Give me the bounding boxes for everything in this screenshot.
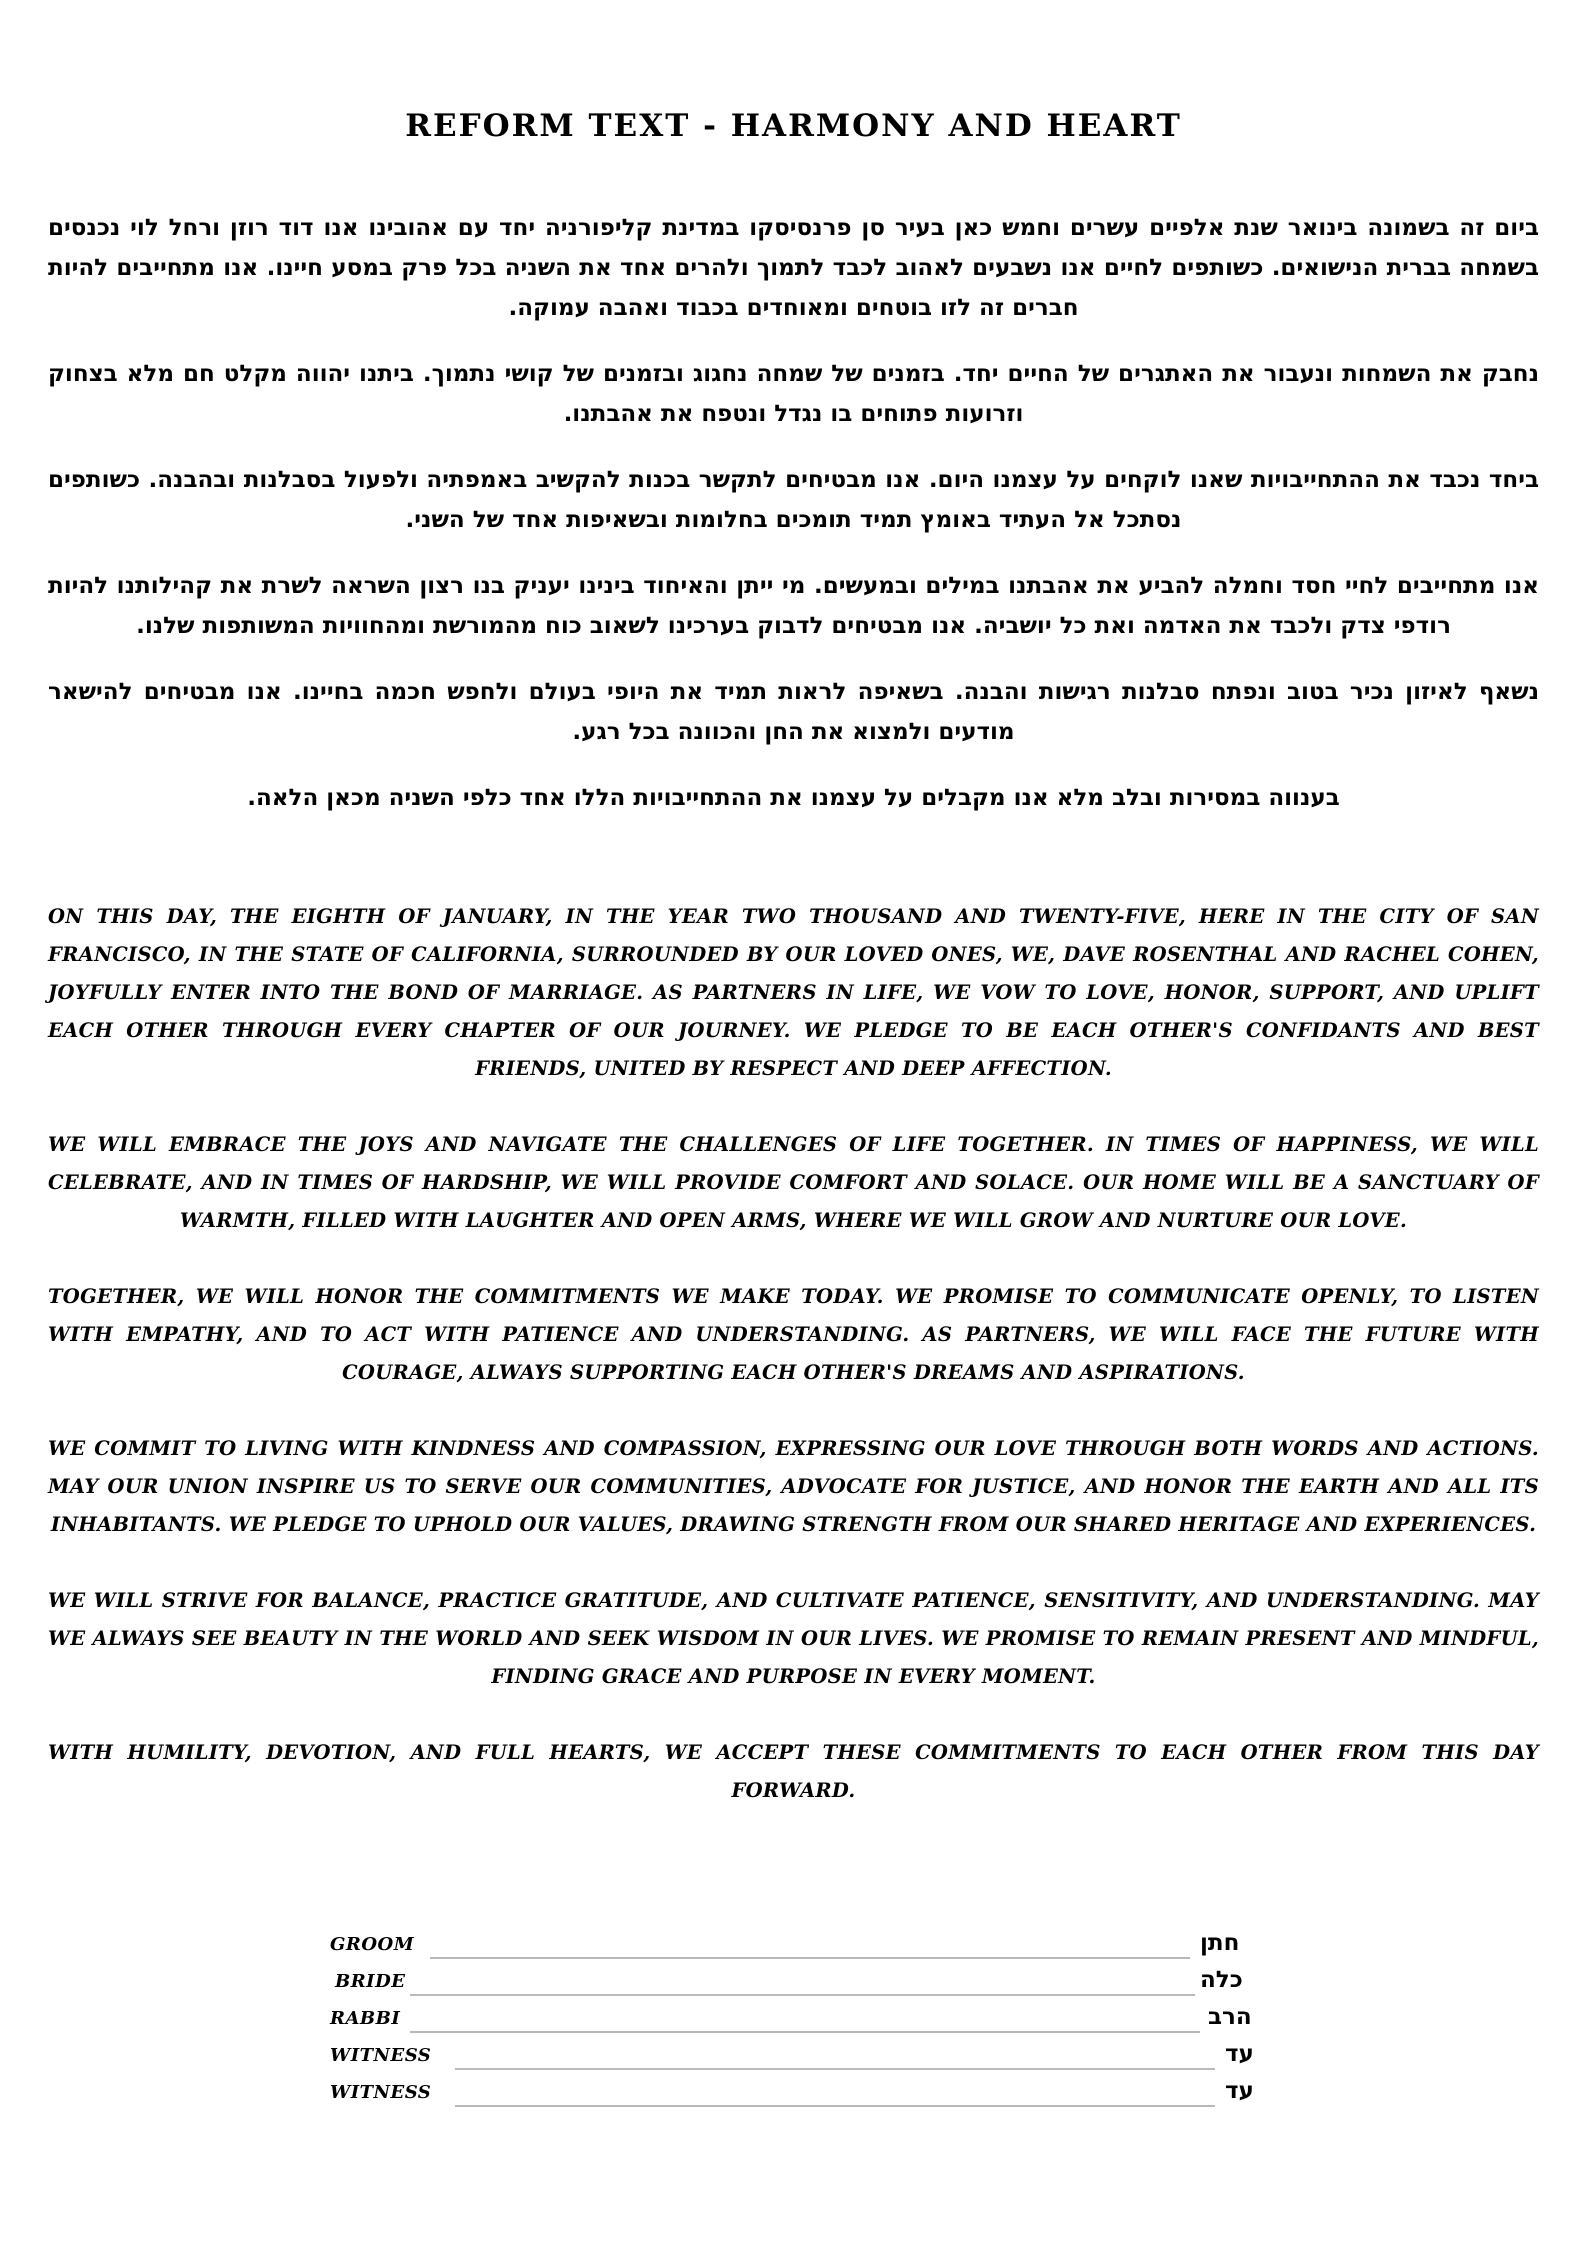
english-paragraph: WE WILL STRIVE FOR BALANCE, PRACTICE GRATITUDE, AND CULTIVATE PATIENCE, SENSITIVITY, AND UNDERSTANDING. MAY WE ALWAYS SEE BEAUTY IN THE WORLD AND SEEK WISDOM IN OUR LIVES. WE PROMISE TO REMAIN PRESENT AND MINDFUL, FINDING GRACE AND PURPOSE IN EVERY MOMENT. [48,1589,1539,1688]
signature-row-witness-2 [330,2078,1260,2115]
english-text-block [48,898,1539,1848]
hebrew-paragraph: ביחד נכבד את ההתחייבויות שאנו לוקחים על עצמנו היום. אנו מבטיחים לתקשר בכנות להקשיב באמפתיה ולפעול בסבלנות ובהבנה. כשותפים נסתכל אל העתיד באומץ תמיד תומכים בחלומות ובשאיפות אחד של השני. [48,467,1539,533]
signature-line-rabbi[interactable] [410,2031,1200,2033]
english-paragraph: WE COMMIT TO LIVING WITH KINDNESS AND COMPASSION, EXPRESSING OUR LOVE THROUGH BOTH WORDS AND ACTIONS. MAY OUR UNION INSPIRE US TO SERVE OUR COMMUNITIES, ADVOCATE FOR JUSTICE, AND HONOR THE EARTH AND ALL ITS INHABITANTS. WE PLEDGE TO UPHOLD OUR VALUES, DRAWING STRENGTH FROM OUR SHARED HERITAGE AND EXPERIENCES. [48,1437,1539,1536]
hebrew-paragraph: בענווה במסירות ובלב מלא אנו מקבלים על עצמנו את ההתחייבויות הללו אחד כלפי השניה מכאן הלאה. [247,785,1340,811]
signature-line-groom[interactable] [430,1957,1190,1959]
signature-label-witness-2-hebrew: עד [1225,2078,1254,2104]
hebrew-text-block [48,208,1539,844]
signature-label-rabbi: RABBI [330,2008,401,2029]
signature-label-bride-hebrew: כלה [1200,1967,1243,1993]
signature-label-witness-1: WITNESS [330,2045,432,2066]
signature-label-groom: GROOM [330,1934,415,1955]
signature-row-groom [330,1930,1260,1967]
signature-line-witness-1[interactable] [455,2068,1215,2070]
signature-label-groom-hebrew: חתן [1200,1930,1240,1956]
hebrew-paragraph: נחבק את השמחות ונעבור את האתגרים של החיים יחד. בזמנים של שמחה נחגוג ובזמנים של קושי נתמוך. ביתנו יהווה מקלט חם מלא בצחוק וזרועות פתוחים בו נגדל ונטפח את אהבתנו. [48,361,1539,427]
signature-label-rabbi-hebrew: הרב [1208,2004,1252,2030]
signature-row-rabbi [330,2004,1260,2041]
english-paragraph: WITH HUMILITY, DEVOTION, AND FULL HEARTS, WE ACCEPT THESE COMMITMENTS TO EACH OTHER FROM THIS DAY FORWARD. [48,1741,1539,1802]
hebrew-paragraph: אנו מתחייבים לחיי חסד וחמלה להביע את אהבתנו במילים ובמעשים. מי ייתן והאיחוד בינינו יעניק בנו רצון השראה לשרת את קהילותנו להיות רודפי צדק ולכבד את האדמה ואת כל יושביה. אנו מבטיחים לדבוק בערכינו לשאוב כוח מהמורשת ומהחוויות המשותפות שלנו. [48,573,1539,639]
signature-row-witness-1 [330,2041,1260,2078]
signature-block [330,1930,1260,2115]
english-paragraph: ON THIS DAY, THE EIGHTH OF JANUARY, IN THE YEAR TWO THOUSAND AND TWENTY-FIVE, HERE IN THE CITY OF SAN FRANCISCO, IN THE STATE OF CALIFORNIA, SURROUNDED BY OUR LOVED ONES, WE, DAVE ROSENTHAL AND RACHEL COHEN, JOYFULLY ENTER INTO THE BOND OF MARRIAGE. AS PARTNERS IN LIFE, WE VOW TO LOVE, HONOR, SUPPORT, AND UPLIFT EACH OTHER THROUGH EVERY CHAPTER OF OUR JOURNEY. WE PLEDGE TO BE EACH OTHER'S CONFIDANTS AND BEST FRIENDS, UNITED BY RESPECT AND DEEP AFFECTION. [48,905,1539,1080]
signature-label-witness-2: WITNESS [330,2082,432,2103]
signature-line-bride[interactable] [410,1994,1195,1996]
signature-label-witness-1-hebrew: עד [1225,2041,1254,2067]
hebrew-paragraph: נשאף לאיזון נכיר בטוב ונפתח סבלנות רגישות והבנה. בשאיפה לראות תמיד את היופי בעולם ולחפש חכמה בחיינו. אנו מבטיחים להישאר מודעים ולמצוא את החן והכוונה בכל רגע. [48,679,1539,745]
signature-line-witness-2[interactable] [455,2105,1215,2107]
english-paragraph: TOGETHER, WE WILL HONOR THE COMMITMENTS WE MAKE TODAY. WE PROMISE TO COMMUNICATE OPENLY, TO LISTEN WITH EMPATHY, AND TO ACT WITH PATIENCE AND UNDERSTANDING. AS PARTNERS, WE WILL FACE THE FUTURE WITH COURAGE, ALWAYS SUPPORTING EACH OTHER'S DREAMS AND ASPIRATIONS. [48,1285,1539,1384]
signature-label-bride: BRIDE [335,1971,406,1992]
signature-row-bride [330,1967,1260,2004]
hebrew-paragraph: ביום זה בשמונה בינואר שנת אלפיים עשרים וחמש כאן בעיר סן פרנסיסקו במדינת קליפורניה יחד עם אהובינו אנו דוד רוזן ורחל לוי נכנסים בשמחה בברית הנישואים. כשותפים לחיים אנו נשבעים לאהוב לכבד לתמוך ולהרים אחד את השניה בכל פרק במסע חיינו. אנו מתחייבים להיות חברים זה לזו בוטחים ומאוחדים בכבוד ואהבה עמוקה. [48,215,1539,321]
document-title: REFORM TEXT - HARMONY AND HEART [405,108,1182,144]
english-paragraph: WE WILL EMBRACE THE JOYS AND NAVIGATE THE CHALLENGES OF LIFE TOGETHER. IN TIMES OF HAPPINESS, WE WILL CELEBRATE, AND IN TIMES OF HARDSHIP, WE WILL PROVIDE COMFORT AND SOLACE. OUR HOME WILL BE A SANCTUARY OF WARMTH, FILLED WITH LAUGHTER AND OPEN ARMS, WHERE WE WILL GROW AND NURTURE OUR LOVE. [48,1133,1539,1232]
